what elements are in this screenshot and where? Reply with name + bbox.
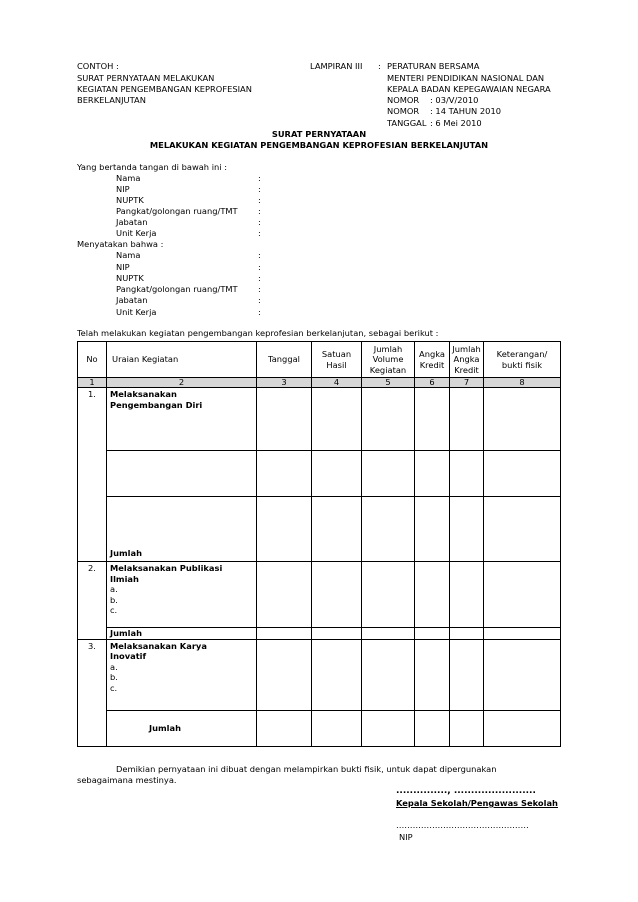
row-number: 2.	[78, 562, 107, 640]
cell[interactable]	[484, 497, 561, 562]
field-colon: :	[258, 173, 261, 183]
signer-intro: Yang bertanda tangan di bawah ini :	[77, 162, 228, 172]
document-title: SURAT PERNYATAAN	[271, 129, 367, 139]
field-label: Nama	[116, 173, 141, 183]
cell[interactable]	[450, 388, 484, 451]
activity-table	[77, 341, 561, 747]
cell[interactable]	[484, 562, 561, 628]
list-item: b.	[110, 594, 118, 605]
total-label: Jumlah	[107, 710, 257, 746]
column-number: 5	[362, 378, 415, 388]
cell[interactable]	[257, 562, 312, 628]
table-row	[78, 639, 561, 710]
section-title-line: Pengembangan Diri	[110, 399, 203, 410]
section-title-line: Melaksanakan Karya	[110, 640, 207, 651]
cell[interactable]	[415, 562, 450, 628]
nomor2-label: NOMOR	[387, 106, 420, 116]
cell[interactable]	[257, 388, 312, 451]
cell[interactable]	[450, 710, 484, 746]
header-jumlah-volume	[362, 342, 415, 378]
field-label: Unit Kerja	[116, 228, 157, 238]
table-row	[78, 451, 561, 497]
header-angka-kredit	[415, 342, 450, 378]
section-title-line: Melaksanakan Publikasi	[110, 563, 223, 573]
header-left-line: CONTOH :	[77, 61, 119, 71]
field-colon: :	[258, 273, 261, 283]
cell[interactable]	[312, 497, 362, 562]
field-label: Pangkat/golongan ruang/TMT	[116, 206, 238, 216]
header-keterangan	[484, 342, 561, 378]
field-colon: :	[258, 184, 261, 194]
header-right-line: MENTERI PENDIDIKAN NASIONAL DAN	[387, 73, 545, 83]
table-header-row	[78, 342, 561, 378]
nip-label: NIP	[399, 832, 413, 842]
header-line: Angka	[453, 354, 480, 365]
section-title	[107, 562, 257, 628]
cell[interactable]	[107, 451, 257, 497]
cell[interactable]	[257, 710, 312, 746]
cell[interactable]	[450, 628, 484, 640]
cell[interactable]	[362, 497, 415, 562]
tanggal-value: : 6 Mei 2010	[430, 118, 482, 128]
header-line: Kredit	[419, 359, 445, 370]
cell[interactable]	[415, 388, 450, 451]
header-line: Angka	[419, 349, 445, 359]
header-line: Kegiatan	[369, 364, 407, 375]
column-number: 6	[415, 378, 450, 388]
field-label: NUPTK	[116, 273, 144, 283]
closing-line: Demikian pernyataan ini dibuat dengan melampirkan bukti fisik, untuk dapat dipergunakan	[116, 764, 497, 774]
cell[interactable]	[362, 451, 415, 497]
cell[interactable]	[415, 497, 450, 562]
field-colon: :	[258, 228, 261, 238]
total-label: Jumlah	[107, 497, 257, 562]
section-title-line: Melaksanakan	[110, 389, 177, 399]
table-intro: Telah melakukan kegiatan pengembangan keprofesian berkelanjutan, sebagai berikut :	[77, 328, 439, 338]
field-label: Nama	[116, 250, 141, 260]
header-line: Satuan	[321, 349, 352, 359]
list-item: b.	[110, 672, 118, 682]
header-satuan	[312, 342, 362, 378]
field-colon: :	[258, 250, 261, 260]
field-colon: :	[258, 262, 261, 272]
cell[interactable]	[415, 451, 450, 497]
header-tanggal: Tanggal	[257, 342, 312, 378]
column-number: 2	[107, 378, 257, 388]
cell[interactable]	[415, 710, 450, 746]
table-row	[78, 710, 561, 746]
cell[interactable]	[312, 451, 362, 497]
field-colon: :	[258, 217, 261, 227]
field-label: Pangkat/golongan ruang/TMT	[116, 284, 238, 294]
table-row	[78, 628, 561, 640]
cell[interactable]	[484, 628, 561, 640]
table-row	[78, 388, 561, 451]
cell[interactable]	[362, 639, 415, 710]
cell[interactable]	[484, 388, 561, 451]
header-line: Keterangan/	[496, 349, 548, 359]
cell[interactable]	[257, 451, 312, 497]
table-row	[78, 562, 561, 628]
lampiran-label: LAMPIRAN III	[310, 61, 363, 71]
field-colon: :	[258, 206, 261, 216]
cell[interactable]	[450, 562, 484, 628]
field-label: Jabatan	[116, 217, 148, 227]
header-left-line: BERKELANJUTAN	[77, 95, 146, 105]
cell[interactable]	[362, 388, 415, 451]
cell[interactable]	[362, 562, 415, 628]
header-jumlah-angka	[450, 342, 484, 378]
signature-line: …………………………………………	[396, 820, 529, 830]
section-title	[107, 639, 257, 710]
section-title-line: Inovatif	[110, 651, 147, 661]
list-item: c.	[110, 682, 118, 693]
cell[interactable]	[312, 388, 362, 451]
cell[interactable]	[257, 639, 312, 710]
header-no: No	[78, 342, 107, 378]
document-subtitle: MELAKUKAN KEGIATAN PENGEMBANGAN KEPROFESIAN BERKELANJUTAN	[149, 140, 489, 150]
column-number: 3	[257, 378, 312, 388]
lampiran-colon: :	[378, 61, 381, 71]
column-number: 7	[450, 378, 484, 388]
nomor1-label: NOMOR	[387, 95, 420, 105]
header-line: Jumlah	[452, 343, 481, 354]
field-label: NIP	[116, 262, 130, 272]
header-left-line: SURAT PERNYATAAN MELAKUKAN	[77, 73, 215, 83]
list-item: c.	[110, 605, 118, 615]
declare-intro: Menyatakan bahwa :	[77, 239, 164, 249]
header-line: bukti fisik	[501, 359, 543, 370]
header-line: Hasil	[326, 359, 347, 370]
header-line: Jumlah	[373, 343, 403, 354]
field-colon: :	[258, 307, 261, 317]
cell[interactable]	[415, 628, 450, 640]
field-label: NUPTK	[116, 195, 144, 205]
cell[interactable]	[450, 451, 484, 497]
signer-role: Kepala Sekolah/Pengawas Sekolah	[396, 798, 558, 808]
cell[interactable]	[484, 710, 561, 746]
total-label: Jumlah	[107, 628, 257, 640]
cell[interactable]	[415, 639, 450, 710]
field-label: Jabatan	[116, 295, 148, 305]
header-line: Volume	[372, 354, 404, 365]
header-line: Kredit	[454, 364, 479, 375]
cell[interactable]	[450, 639, 484, 710]
closing-line: sebagaimana mestinya.	[77, 775, 177, 785]
column-number-row	[78, 378, 561, 388]
cell[interactable]	[312, 562, 362, 628]
field-colon: :	[258, 195, 261, 205]
cell[interactable]	[450, 497, 484, 562]
column-number: 8	[484, 378, 561, 388]
row-number: 3.	[78, 639, 107, 746]
list-item: a.	[110, 661, 118, 672]
cell[interactable]	[362, 710, 415, 746]
field-label: NIP	[116, 184, 130, 194]
cell[interactable]	[312, 628, 362, 640]
cell[interactable]	[362, 628, 415, 640]
section-title	[107, 388, 257, 451]
row-number: 1.	[78, 388, 107, 562]
field-colon: :	[258, 284, 261, 294]
cell[interactable]	[484, 639, 561, 710]
field-colon: :	[258, 295, 261, 305]
place-date: ..............., ........................	[396, 786, 536, 796]
header-right-line: KEPALA BADAN KEPEGAWAIAN NEGARA	[387, 84, 551, 94]
cell[interactable]	[312, 639, 362, 710]
table-row	[78, 497, 561, 562]
section-title-line: Ilmiah	[110, 573, 139, 584]
field-label: Unit Kerja	[116, 307, 157, 317]
cell[interactable]	[312, 710, 362, 746]
column-number: 1	[78, 378, 107, 388]
nomor2-value: : 14 TAHUN 2010	[430, 106, 501, 116]
nomor1-value: : 03/V/2010	[430, 95, 479, 105]
header-left-line: KEGIATAN PENGEMBANGAN KEPROFESIAN	[77, 84, 252, 94]
header-uraian: Uraian Kegiatan	[107, 342, 257, 378]
tanggal-label: TANGGAL	[387, 118, 427, 128]
column-number: 4	[312, 378, 362, 388]
cell[interactable]	[257, 628, 312, 640]
cell[interactable]	[484, 451, 561, 497]
cell[interactable]	[257, 497, 312, 562]
header-right-line: PERATURAN BERSAMA	[387, 61, 480, 71]
list-item: a.	[110, 584, 118, 594]
